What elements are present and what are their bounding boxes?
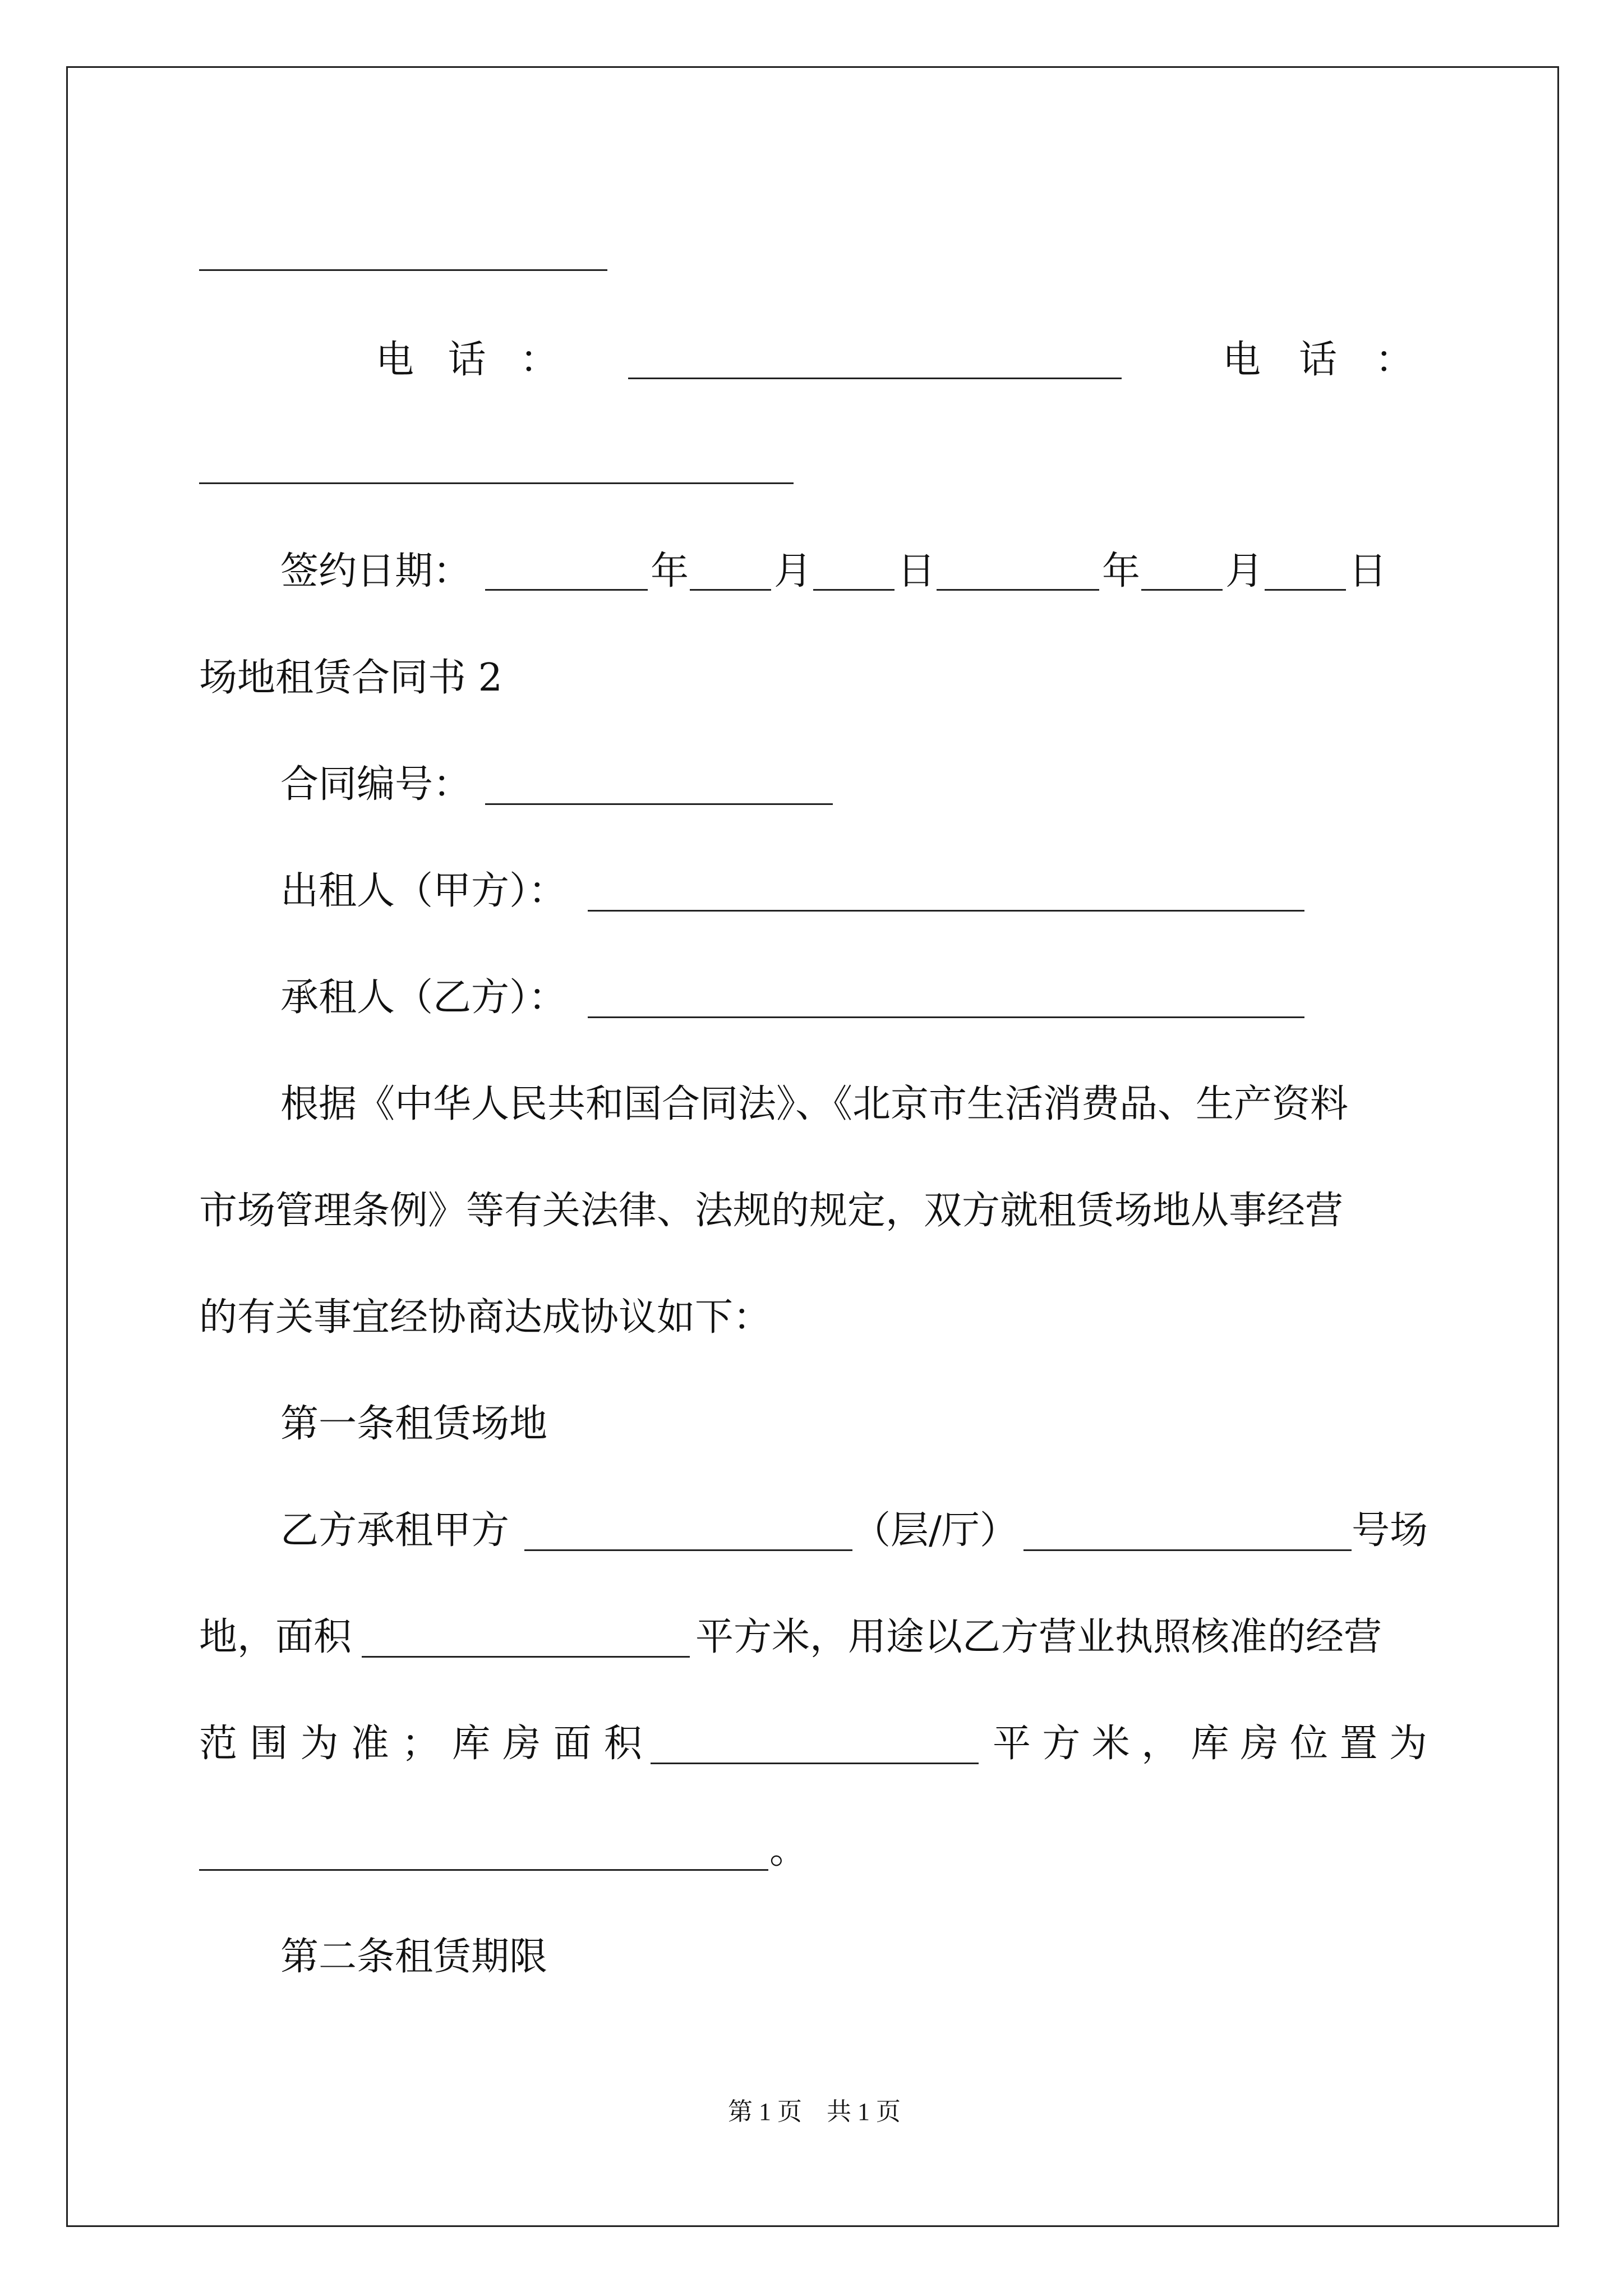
phone-blank-right [199, 482, 794, 484]
date-day-2: 日 [1349, 549, 1387, 593]
lessor-blank [588, 910, 1304, 912]
preamble-line-3: 的有关事宜经协商达成协议如下： [199, 1295, 772, 1340]
phone-label-right [1223, 338, 1413, 382]
lessor-label: 出租人（甲方）： [280, 869, 567, 913]
phone-char-1: 电 [1223, 338, 1261, 382]
text-char: 置 [1339, 1722, 1378, 1766]
date-year-1: 年 [651, 549, 689, 593]
article-1-line-1-part-2: （层/厅） [852, 1508, 1018, 1553]
text-char: 积 [603, 1722, 642, 1766]
text-char: 库 [1191, 1722, 1229, 1766]
date-blank-day-2 [1265, 589, 1346, 591]
preamble-line-1: 根据《中华人民共和国合同法》、《北京市生活消费品、生产资料 [280, 1082, 1349, 1126]
text-char: 为 [300, 1722, 339, 1766]
article-1-line-3-part-2 [993, 1722, 1427, 1766]
phone-char-3: ： [519, 338, 558, 382]
preamble-line-2: 市场管理条例》等有关法律、法规的规定，双方就租赁场地从事经营 [199, 1189, 1344, 1233]
article-1-line-3-part-1 [199, 1722, 642, 1766]
date-month-1: 月 [774, 549, 813, 593]
date-month-2: 月 [1225, 549, 1264, 593]
text-char: 平 [993, 1722, 1031, 1766]
blank-line-top [199, 269, 607, 271]
text-char: ； [401, 1722, 440, 1766]
phone-char-2: 话 [1298, 338, 1337, 382]
date-blank-year-2 [937, 589, 1099, 591]
phone-char-1: 电 [376, 338, 414, 382]
article-1-line-1-part-1: 乙方承租甲方 [280, 1508, 510, 1553]
stall-no-blank [1023, 1549, 1352, 1551]
article-1-line-1-part-3: 号场 [1352, 1508, 1428, 1553]
date-blank-year-1 [485, 589, 648, 591]
phone-char-2: 话 [448, 338, 486, 382]
text-char: 围 [250, 1722, 288, 1766]
text-char: 为 [1389, 1722, 1427, 1766]
phone-char-3: ： [1375, 338, 1413, 382]
lessee-label: 承租人（乙方）： [280, 976, 567, 1020]
article-1-line-2-part-2: 平方米，用途以乙方营业执照核准的经营 [695, 1615, 1382, 1659]
sign-date-label: 签约日期： [280, 549, 472, 593]
text-char: 库 [452, 1722, 491, 1766]
floor-blank [524, 1549, 852, 1551]
text-char: 房 [1240, 1722, 1279, 1766]
article-1-line-2-part-1: 地，面积 [199, 1615, 352, 1659]
contract-no-blank [485, 803, 833, 805]
date-blank-month-2 [1141, 589, 1223, 591]
document-title: 场地租赁合同书 2 [199, 656, 502, 700]
article-2-title: 第二条租赁期限 [280, 1935, 548, 1979]
article-1-title: 第一条租赁场地 [280, 1402, 548, 1446]
phone-blank-left [628, 378, 1122, 379]
page-border [66, 66, 1559, 2227]
date-blank-month-1 [690, 589, 771, 591]
warehouse-area-blank [651, 1763, 979, 1764]
text-char: 准 [351, 1722, 389, 1766]
date-day-1: 日 [897, 549, 936, 593]
warehouse-location-blank [199, 1869, 768, 1871]
contract-no-label: 合同编号： [280, 762, 472, 807]
text-char: 位 [1290, 1722, 1329, 1766]
text-char: 范 [199, 1722, 238, 1766]
text-char: 面 [553, 1722, 592, 1766]
text-char: 房 [502, 1722, 541, 1766]
text-char: 方 [1042, 1722, 1081, 1766]
date-year-2: 年 [1102, 549, 1141, 593]
page-number-footer: 第 1 页 共 1 页 [728, 2098, 901, 2125]
lessee-blank [588, 1016, 1304, 1018]
text-char: 米 [1091, 1722, 1130, 1766]
text-char: ， [1141, 1722, 1180, 1766]
article-1-line-4-end: 。 [769, 1828, 808, 1872]
date-blank-day-1 [813, 589, 895, 591]
phone-label-left [376, 338, 558, 382]
area-blank [362, 1656, 690, 1658]
